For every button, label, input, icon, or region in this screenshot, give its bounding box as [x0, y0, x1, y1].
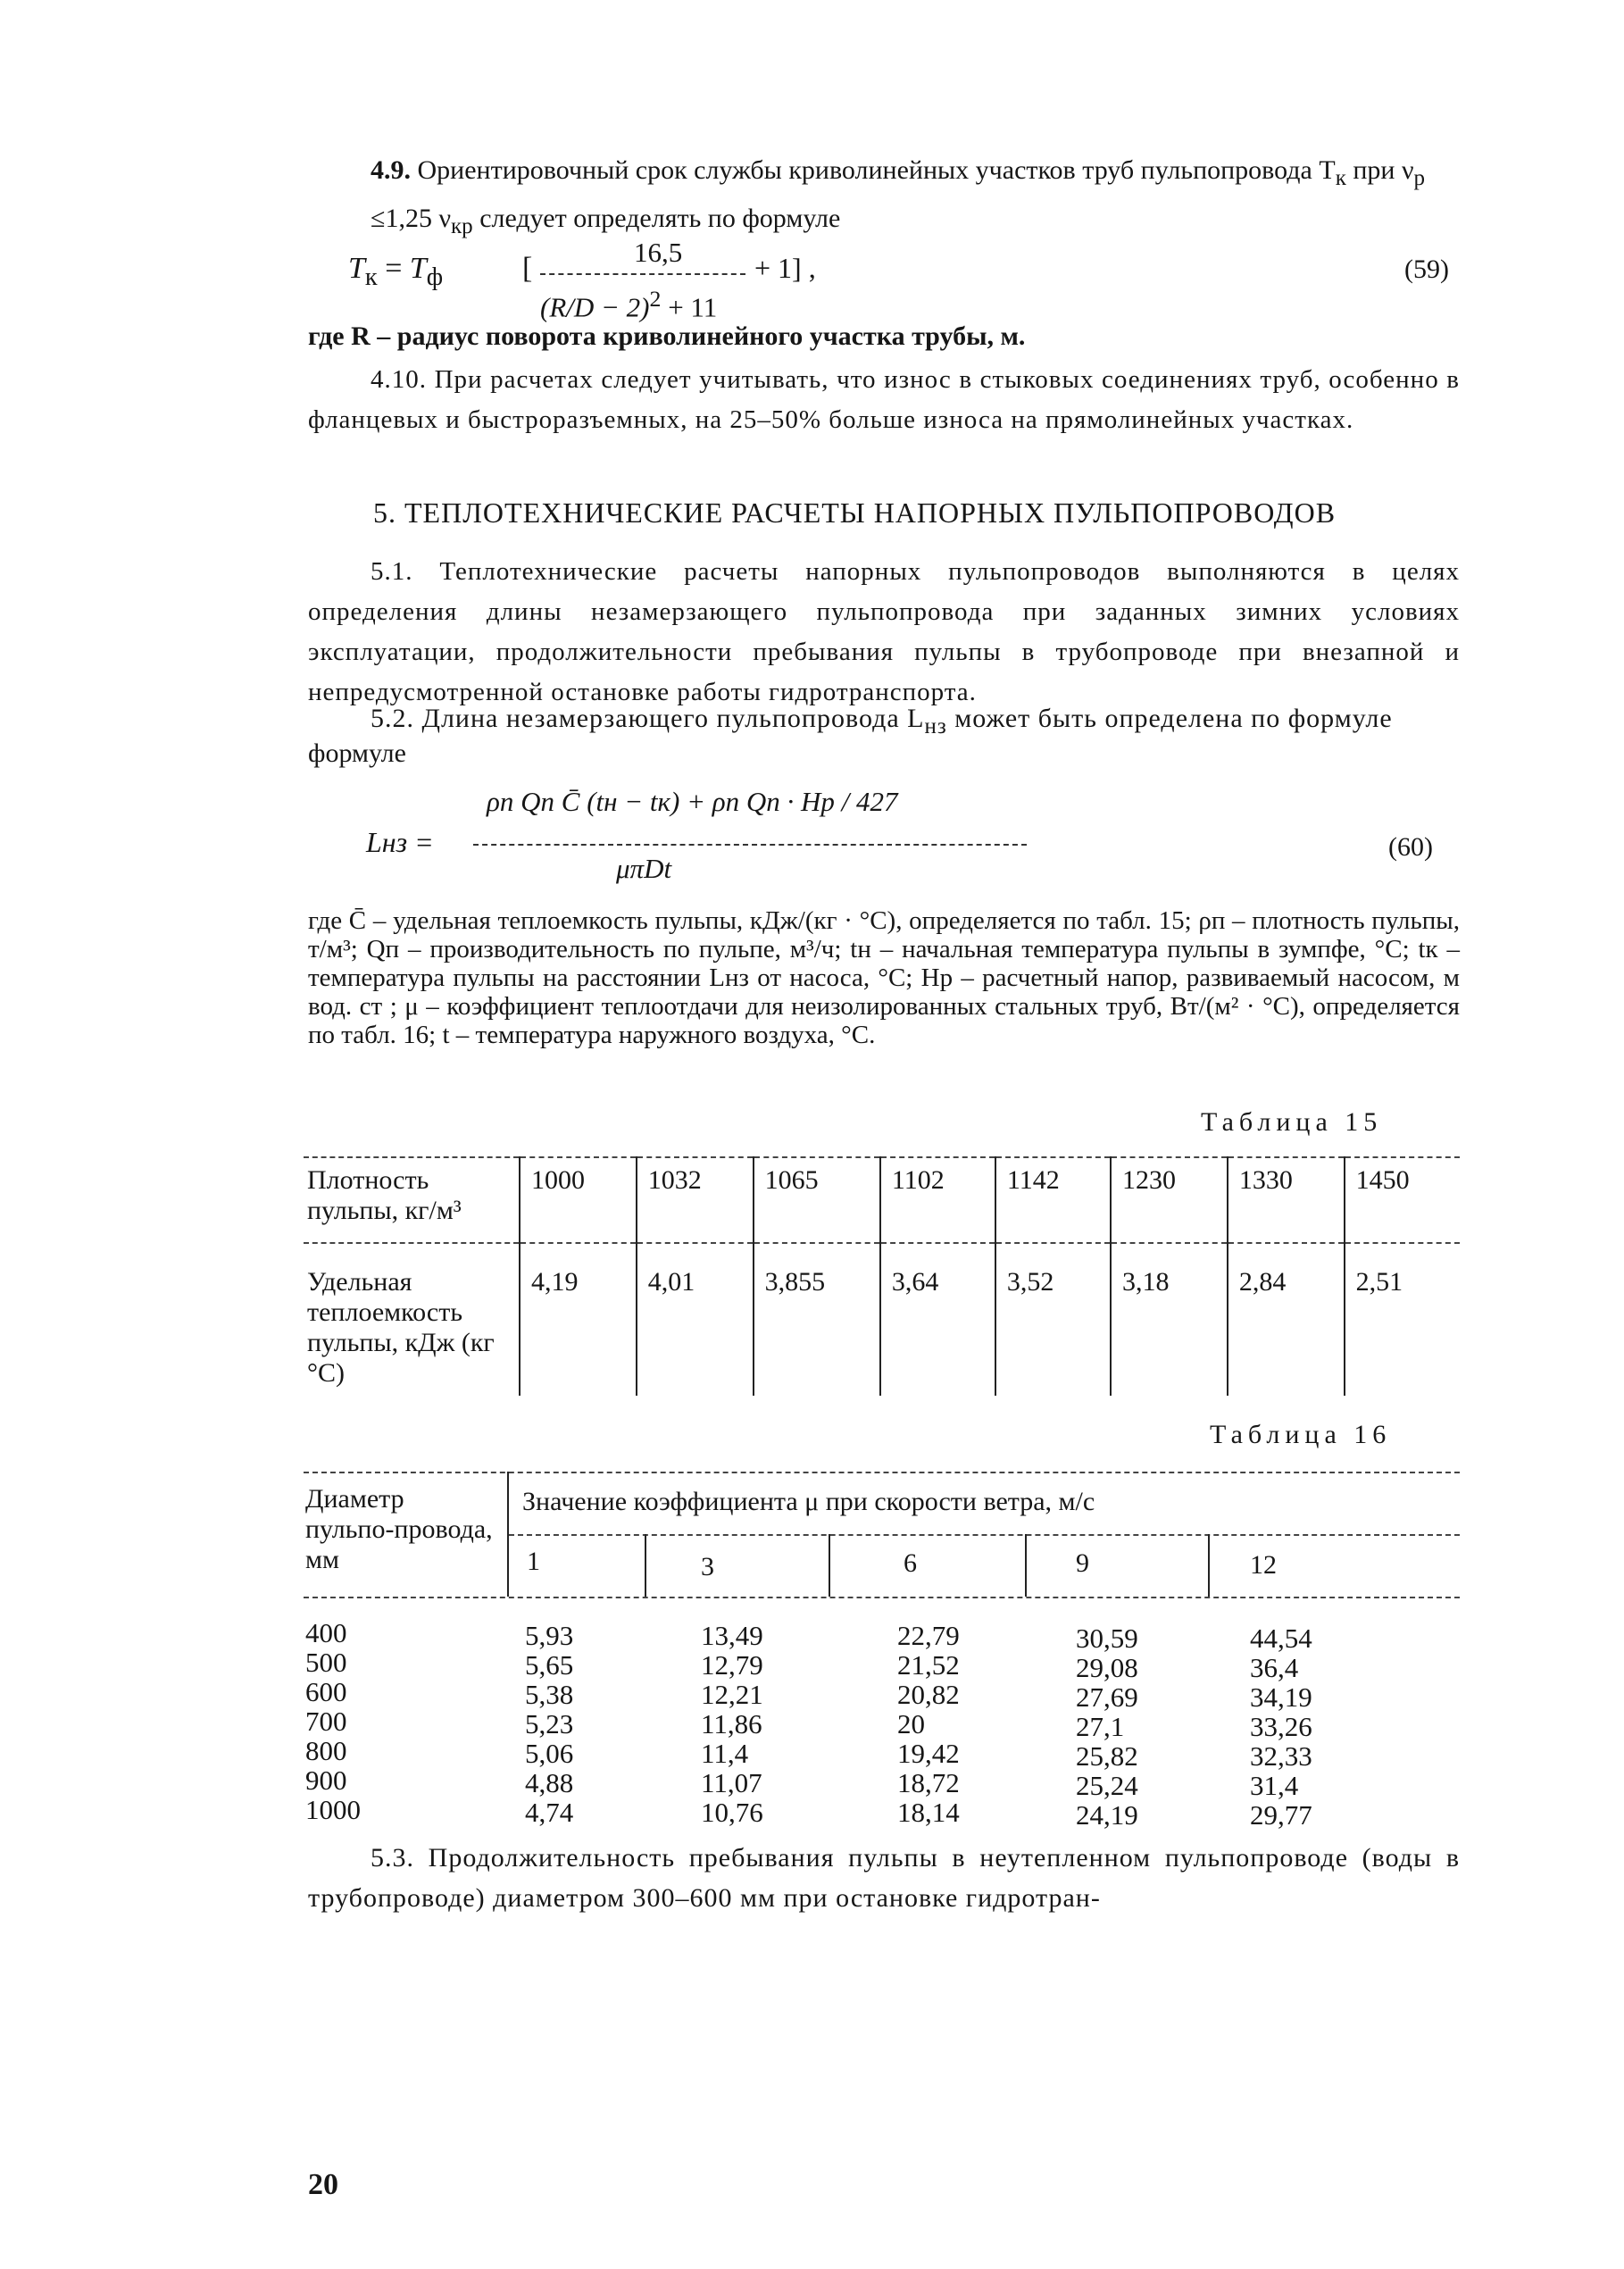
table16-group-header: Значение коэффициента μ при скорости ветра, м/с — [522, 1487, 1095, 1516]
formula-60-numerator: ρп Qп C̄ (tн − tк) + ρп Qп · Hр / 427 — [487, 786, 898, 817]
table-cell: 32,33 — [1250, 1740, 1312, 1772]
para-sub: нз — [924, 714, 947, 738]
formula-59-numerator: 16,5 — [634, 237, 683, 268]
heat-capacity-cell: 3,855 — [754, 1243, 880, 1396]
table-cell: 800 — [305, 1735, 347, 1766]
paragraph-5-1: 5.1. Теплотехнические расчеты напорных пульпопроводов выполняются в целях определения длины незамерзающего пульпопровода при заданных зимних условиях эксплуатации, продолжительности пребывания пульпы в трубопроводе при внезапной и непредусмотренной остановке работы гидротранспорта. — [308, 557, 1460, 706]
table-cell: 44,54 — [1250, 1623, 1312, 1654]
speed-1-column — [525, 1621, 573, 1827]
den-base: (R/D − 2) — [540, 291, 650, 323]
table-cell: 20,82 — [897, 1679, 960, 1710]
table-cell: 34,19 — [1250, 1681, 1312, 1713]
table15-row1-label: Плотность пульпы, кг/м³ — [304, 1157, 520, 1243]
density-cell: 1142 — [995, 1157, 1111, 1243]
sub-p: р — [1413, 166, 1426, 190]
speed-6-column — [897, 1621, 960, 1827]
page-number: 20 — [308, 2168, 338, 2201]
heat-capacity-cell: 3,18 — [1111, 1243, 1228, 1396]
density-cell: 1450 — [1345, 1157, 1460, 1243]
table-cell: 21,52 — [897, 1649, 960, 1681]
formula-60-denominator: μπDt — [616, 853, 672, 884]
equals-sign: = — [385, 252, 403, 285]
table-cell: 24,19 — [1076, 1799, 1138, 1831]
speed-9-column — [1076, 1623, 1138, 1830]
para-tail: ≤1,25 ν — [371, 204, 452, 233]
table16-col-label: Диаметр пульпо-провода, мм — [305, 1484, 493, 1574]
table-cell: 400 — [305, 1617, 347, 1648]
table-cell: 700 — [305, 1706, 347, 1737]
table-cell: 30,59 — [1076, 1623, 1138, 1654]
speed-header: 6 — [904, 1548, 917, 1578]
table16-caption: Таблица 16 — [1210, 1420, 1392, 1449]
diameter-column — [305, 1618, 361, 1824]
formula-lhs — [348, 252, 443, 292]
table-cell: 27,69 — [1076, 1681, 1138, 1713]
para-text: Ориентировочный срок службы криволинейных участков труб пульпопровода T — [417, 155, 1336, 185]
table-cell: 12,21 — [701, 1679, 763, 1710]
table-cell: 5,93 — [525, 1620, 574, 1651]
heat-capacity-cell: 3,64 — [880, 1243, 995, 1396]
table-cell: 5,65 — [525, 1649, 574, 1681]
table-cell: 5,23 — [525, 1708, 574, 1739]
rhs-sub: ф — [426, 263, 444, 291]
table-header-bottom-rule — [304, 1597, 1460, 1598]
word-formula: формуле — [308, 738, 406, 768]
table-cell: 12,79 — [701, 1649, 763, 1681]
table-cell: 18,14 — [897, 1797, 960, 1828]
lhs-sub: к — [364, 263, 378, 291]
table-cell: 19,42 — [897, 1738, 960, 1769]
table-cell: 600 — [305, 1676, 347, 1707]
paragraph-5-3: 5.3. Продолжительность пребывания пульпы в неутепленном пульпопроводе (воды в трубопроводе) диаметром 300–600 мм при остановке гидротран- — [308, 1843, 1460, 1913]
speed-header: 12 — [1250, 1550, 1277, 1580]
sub-kp: кр — [451, 214, 473, 238]
heat-capacity-cell: 3,52 — [995, 1243, 1111, 1396]
table-15 — [304, 1156, 1460, 1396]
bracket-open: [ — [522, 252, 533, 285]
table-cell: 25,24 — [1076, 1770, 1138, 1801]
section-heading: 5. ТЕПЛОТЕХНИЧЕСКИЕ РАСЧЕТЫ НАПОРНЫХ ПУЛЬПОПРОВОДОВ — [373, 496, 1337, 529]
table-cell: 10,76 — [701, 1797, 763, 1828]
table-vline — [1025, 1534, 1027, 1597]
table-row — [304, 1243, 1460, 1396]
formula-60-lhs: Lнз = — [366, 826, 434, 858]
heat-capacity-cell: 2,51 — [1345, 1243, 1460, 1396]
density-cell: 1102 — [880, 1157, 995, 1243]
table-cell: 5,38 — [525, 1679, 574, 1710]
lhs-T: T — [348, 252, 365, 285]
para-number: 4.9. — [371, 155, 411, 185]
table-row — [304, 1157, 1460, 1243]
formula-60-number: (60) — [1388, 832, 1433, 862]
den-tail: + 11 — [661, 291, 718, 323]
table-vline — [645, 1534, 646, 1597]
density-cell: 1230 — [1111, 1157, 1228, 1243]
table-cell: 20 — [897, 1708, 925, 1739]
paragraph-4-10: 4.10. При расчетах следует учитывать, что износ в стыковых соединениях труб, особенно в фланцевых и быстроразъемных, на 25–50% больше износа на прямолинейных участках. — [308, 365, 1460, 434]
table-cell: 31,4 — [1250, 1770, 1299, 1801]
table15-row2-label: Удельная теплоемкость пульпы, кДж (кг °С) — [307, 1267, 495, 1388]
den-exp: 2 — [649, 286, 662, 312]
table-cell: 27,1 — [1076, 1711, 1125, 1742]
table-vline — [829, 1534, 830, 1597]
formula-59-number: (59) — [1404, 254, 1449, 284]
table-vline — [507, 1472, 509, 1597]
definition-60: где C̄ – удельная теплоемкость пульпы, кДж/(кг · °C), определяется по табл. 15; ρп – плотность пульпы, т/м³; Qп – производительность по пульпе, м³/ч; tн – начальная температура пульпы в зумпфе, °C; tк – температура пульпы на расстоянии Lнз от насоса, °C; Hр – расчетный напор, развиваемый насосом, м вод. ст ; μ – коэффициент теплоотдачи для неизолированных стальных труб, Вт/(м² · °C), определяется по табл. 16; t – температура наружного воздуха, °C. — [308, 906, 1460, 1049]
density-cell: 1000 — [520, 1157, 637, 1243]
table-cell: 500 — [305, 1647, 347, 1678]
formula-59-denominator — [540, 286, 717, 323]
fraction-line — [473, 844, 1027, 846]
table-cell: 900 — [305, 1764, 347, 1796]
heat-capacity-cell: 2,84 — [1228, 1243, 1345, 1396]
sub-k: к — [1335, 166, 1346, 190]
table-cell: 4,88 — [525, 1767, 574, 1798]
para-text-rest: при ν — [1345, 155, 1414, 185]
paragraph-5-2 — [371, 698, 1460, 747]
formula-59-plus1: + 1] , — [754, 252, 816, 284]
table-cell: 11,07 — [701, 1767, 762, 1798]
speed-12-column — [1250, 1623, 1312, 1830]
table-top-rule — [304, 1472, 1460, 1473]
speed-header: 1 — [527, 1547, 540, 1576]
para-end: следует определять по формуле — [472, 204, 841, 233]
table-cell: 1000 — [305, 1794, 361, 1825]
table-cell: 4,74 — [525, 1797, 574, 1828]
density-cell: 1032 — [637, 1157, 754, 1243]
table-cell: 11,4 — [701, 1738, 749, 1769]
table-cell: 33,26 — [1250, 1711, 1312, 1742]
density-cell: 1330 — [1228, 1157, 1345, 1243]
table-cell: 13,49 — [701, 1620, 763, 1651]
paragraph-4-9 — [371, 150, 1460, 246]
table-cell: 36,4 — [1250, 1652, 1299, 1683]
table-cell: 22,79 — [897, 1620, 960, 1651]
heat-capacity-cell: 4,01 — [637, 1243, 754, 1396]
speed-header: 9 — [1076, 1548, 1089, 1578]
speed-3-column — [701, 1621, 763, 1827]
table-cell: 18,72 — [897, 1767, 960, 1798]
table15-caption: Таблица 15 — [1201, 1107, 1383, 1137]
table-cell: 5,06 — [525, 1738, 574, 1769]
table-vline — [1208, 1534, 1210, 1597]
density-cell: 1065 — [754, 1157, 880, 1243]
speed-header: 3 — [701, 1552, 714, 1581]
fraction-line — [540, 273, 745, 275]
table-cell: 11,86 — [701, 1708, 762, 1739]
definition-59: где R – радиус поворота криволинейного участка трубы, м. — [308, 321, 1026, 351]
rhs-T: T — [409, 252, 427, 285]
table-cell: 29,77 — [1250, 1799, 1312, 1831]
para-end: может быть определена по формуле — [946, 704, 1393, 733]
heat-capacity-cell: 4,19 — [520, 1243, 637, 1396]
table-cell: 29,08 — [1076, 1652, 1138, 1683]
table-cell: 25,82 — [1076, 1740, 1138, 1772]
table-subheader-rule — [509, 1534, 1460, 1536]
para-start: 5.2. Длина незамерзающего пульпопровода L — [371, 704, 925, 733]
